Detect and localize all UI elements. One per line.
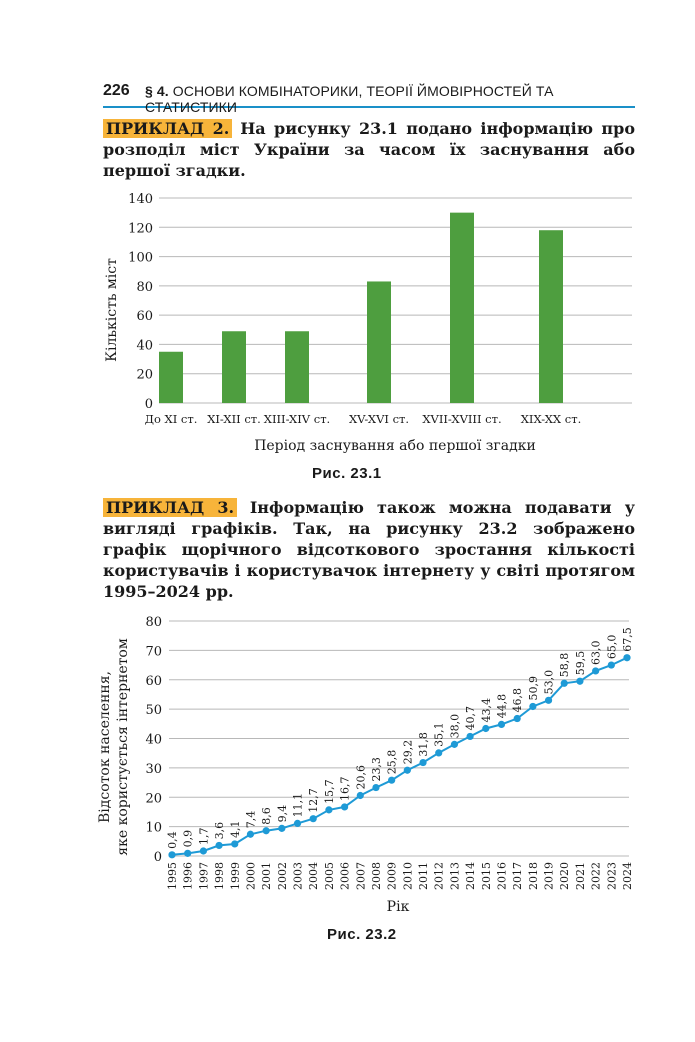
line-chart-data-label: 23,3 bbox=[369, 757, 383, 782]
bar-chart-bar bbox=[539, 230, 563, 403]
line-chart-y-tick-label: 0 bbox=[153, 850, 162, 865]
line-chart-x-tick-label: 2005 bbox=[322, 862, 336, 890]
line-chart-x-tick-label: 2003 bbox=[291, 862, 305, 890]
line-chart-data-label: 1,7 bbox=[197, 827, 211, 846]
line-chart-x-tick-label: 2023 bbox=[605, 862, 619, 890]
bar-chart-y-axis-label: Кількість міст bbox=[104, 258, 120, 362]
line-chart-point bbox=[372, 784, 379, 791]
line-chart-data-label: 20,6 bbox=[354, 764, 368, 790]
line-chart-x-tick-label: 2009 bbox=[385, 862, 399, 890]
line-chart-point bbox=[451, 741, 458, 748]
bar-chart-x-axis-label: Період заснування або першої згадки bbox=[254, 438, 536, 454]
line-chart-data-label: 53,0 bbox=[542, 669, 556, 695]
line-chart-data-label: 31,8 bbox=[417, 732, 431, 757]
line-chart-point bbox=[545, 697, 552, 704]
bar-chart-bar bbox=[450, 213, 474, 403]
line-chart-point bbox=[608, 661, 615, 668]
line-chart-data-label: 50,9 bbox=[526, 675, 540, 701]
line-chart-x-tick-label: 1999 bbox=[228, 862, 242, 890]
bar-chart-y-tick-label: 60 bbox=[136, 309, 153, 325]
line-chart-data-label: 3,6 bbox=[213, 821, 227, 840]
line-chart-data-label: 11,1 bbox=[291, 792, 305, 818]
line-chart-x-tick-label: 2019 bbox=[542, 862, 556, 890]
line-chart-x-tick-label: 2006 bbox=[338, 862, 352, 890]
line-chart-x-tick-label: 2001 bbox=[260, 862, 274, 890]
bar-chart-bar bbox=[222, 331, 246, 403]
bar-chart-x-tick-label: До XI ст. bbox=[144, 412, 198, 426]
line-chart-point bbox=[623, 654, 630, 661]
bar-chart-bar bbox=[159, 352, 183, 403]
line-chart-point bbox=[435, 749, 442, 756]
example-3-tag: ПРИКЛАД 3. bbox=[103, 498, 237, 517]
line-chart-y-tick-label: 30 bbox=[145, 761, 162, 777]
line-chart-point bbox=[467, 733, 474, 740]
line-chart-x-tick-label: 1998 bbox=[213, 862, 227, 890]
bar-chart-y-tick-label: 140 bbox=[128, 192, 153, 207]
section-title bbox=[145, 83, 635, 115]
bar-chart-cities bbox=[100, 188, 640, 460]
line-chart-x-tick-label: 2010 bbox=[401, 862, 415, 890]
line-chart-point bbox=[404, 767, 411, 774]
line-chart-y-tick-label: 40 bbox=[145, 732, 162, 748]
line-chart-x-tick-label: 2013 bbox=[448, 862, 462, 890]
example-3-paragraph bbox=[103, 497, 635, 602]
line-chart-x-tick-label: 2024 bbox=[621, 862, 634, 890]
line-chart-point bbox=[357, 792, 364, 799]
line-chart-x-tick-label: 2017 bbox=[511, 862, 525, 890]
figure-2-caption: Рис. 23.2 bbox=[327, 926, 397, 943]
line-chart-data-label: 9,4 bbox=[275, 804, 289, 823]
line-chart-data-label: 65,0 bbox=[605, 634, 619, 660]
bar-chart-x-tick-label: XIX-XX ст. bbox=[520, 412, 582, 426]
line-chart-x-tick-label: 2007 bbox=[354, 862, 368, 890]
bar-chart-x-tick-label: XVII-XVIII ст. bbox=[422, 412, 502, 426]
line-chart-x-tick-label: 2015 bbox=[479, 862, 493, 890]
line-chart-x-tick-label: 2021 bbox=[573, 862, 587, 890]
line-chart-x-tick-label: 2022 bbox=[589, 862, 603, 890]
line-chart-data-label: 58,8 bbox=[558, 652, 572, 678]
line-chart-point bbox=[325, 806, 332, 813]
line-chart-data-label: 46,8 bbox=[511, 688, 525, 713]
line-chart-point bbox=[215, 842, 222, 849]
line-chart-point bbox=[419, 759, 426, 766]
line-chart-data-label: 63,0 bbox=[589, 640, 603, 665]
line-chart-x-tick-label: 1996 bbox=[181, 862, 195, 890]
bar-chart-y-tick-label: 20 bbox=[136, 367, 153, 383]
line-chart-y-axis-label-line1: Відсоток населення, bbox=[97, 671, 113, 823]
line-chart-data-label: 29,2 bbox=[401, 739, 415, 765]
page-header bbox=[103, 82, 635, 115]
line-chart-x-tick-label: 2018 bbox=[526, 862, 540, 890]
line-chart-internet-users bbox=[95, 605, 640, 920]
bar-chart-y-tick-label: 40 bbox=[136, 338, 153, 354]
line-chart-x-axis-label: Рік bbox=[386, 899, 410, 915]
line-chart-point bbox=[498, 721, 505, 728]
line-chart-data-label: 67,5 bbox=[621, 627, 634, 652]
line-chart-y-tick-label: 50 bbox=[145, 703, 162, 719]
line-chart-data-label: 15,7 bbox=[322, 779, 336, 804]
line-chart-point bbox=[263, 827, 270, 834]
example-2-tag: ПРИКЛАД 2. bbox=[103, 119, 232, 138]
line-chart-point bbox=[388, 777, 395, 784]
line-chart-data-label: 0,4 bbox=[166, 831, 179, 849]
page-number: 226 bbox=[103, 82, 130, 99]
line-chart-x-tick-label: 2004 bbox=[307, 862, 321, 890]
line-chart-point bbox=[576, 678, 583, 685]
line-chart-data-label: 35,1 bbox=[432, 722, 446, 747]
line-chart-x-tick-label: 2011 bbox=[417, 862, 431, 890]
line-chart-data-label: 7,4 bbox=[244, 810, 258, 829]
bar-chart-x-tick-label: XV-XVI ст. bbox=[348, 412, 410, 426]
line-chart-x-tick-label: 1995 bbox=[166, 862, 179, 890]
line-chart-point bbox=[592, 667, 599, 674]
bar-chart-y-tick-label: 100 bbox=[128, 250, 153, 266]
line-chart-data-label: 25,8 bbox=[385, 749, 399, 775]
line-chart-point bbox=[482, 725, 489, 732]
bar-chart-y-tick-label: 80 bbox=[136, 279, 153, 295]
section-title-text: ОСНОВИ КОМБІНАТОРИКИ, ТЕОРІЇ ЙМОВІРНОСТЕЙ ТА СТАТИСТИКИ bbox=[145, 83, 554, 115]
line-chart-point bbox=[341, 803, 348, 810]
line-chart-data-label: 44,8 bbox=[495, 693, 509, 719]
line-chart-data-label: 8,6 bbox=[260, 807, 274, 825]
bar-chart-x-tick-label: XIII-XIV ст. bbox=[263, 412, 331, 426]
section-prefix: § 4. bbox=[145, 83, 169, 99]
line-chart-data-label: 16,7 bbox=[338, 776, 352, 801]
line-chart-x-tick-label: 2020 bbox=[558, 862, 572, 890]
line-chart-point bbox=[310, 815, 317, 822]
bar-chart-y-tick-label: 0 bbox=[144, 397, 153, 412]
line-chart-point bbox=[529, 703, 536, 710]
bar-chart-x-tick-label: XI-XII ст. bbox=[207, 412, 261, 426]
line-chart-y-tick-label: 20 bbox=[145, 791, 162, 807]
line-chart-point bbox=[294, 820, 301, 827]
line-chart-data-label: 43,4 bbox=[479, 698, 493, 723]
line-chart-data-label: 0,9 bbox=[181, 829, 195, 848]
bar-chart-bar bbox=[285, 331, 309, 403]
line-chart-data-label: 40,7 bbox=[464, 705, 478, 731]
line-chart-x-tick-label: 2008 bbox=[369, 862, 383, 890]
line-chart-point bbox=[561, 680, 568, 687]
line-chart-y-axis-label-line2: яке користується інтернетом bbox=[115, 638, 131, 856]
line-chart-y-tick-label: 70 bbox=[145, 644, 162, 660]
line-chart-point bbox=[168, 851, 175, 858]
bar-chart-y-tick-label: 120 bbox=[128, 221, 153, 237]
line-chart-y-tick-label: 80 bbox=[145, 615, 162, 630]
line-chart-point bbox=[231, 840, 238, 847]
example-3-text: Інформацію також можна подавати у вигляді графіків. Так, на рисунку 23.2 зображено графік щорічного відсоткового зростання кількості користувачів і користувачок інтернету у світі протягом 1995–2024 рр. bbox=[103, 498, 635, 601]
line-chart-data-label: 38,0 bbox=[448, 713, 462, 739]
line-chart-data-label: 4,1 bbox=[228, 820, 242, 838]
line-chart-point bbox=[247, 831, 254, 838]
line-chart-x-tick-label: 2000 bbox=[244, 862, 258, 890]
line-chart-data-label: 12,7 bbox=[307, 788, 321, 813]
line-chart-data-label: 59,5 bbox=[573, 650, 587, 676]
bar-chart-bar bbox=[367, 281, 391, 403]
line-chart-point bbox=[278, 825, 285, 832]
example-2-text: На рисунку 23.1 подано інформацію про розподіл міст України за часом їх заснування або першої згадки. bbox=[103, 119, 636, 180]
example-2-paragraph bbox=[103, 118, 635, 181]
line-chart-x-tick-label: 2002 bbox=[275, 862, 289, 890]
line-chart-y-tick-label: 10 bbox=[145, 820, 162, 836]
line-chart-x-tick-label: 2012 bbox=[432, 862, 446, 890]
figure-1-caption: Рис. 23.1 bbox=[312, 465, 382, 482]
line-chart-x-tick-label: 1997 bbox=[197, 862, 211, 890]
line-chart-x-tick-label: 2014 bbox=[464, 862, 478, 890]
line-chart-point bbox=[514, 715, 521, 722]
line-chart-x-tick-label: 2016 bbox=[495, 862, 509, 890]
line-chart-point bbox=[184, 850, 191, 857]
line-chart-y-tick-label: 60 bbox=[145, 673, 162, 689]
line-chart-point bbox=[200, 847, 207, 854]
